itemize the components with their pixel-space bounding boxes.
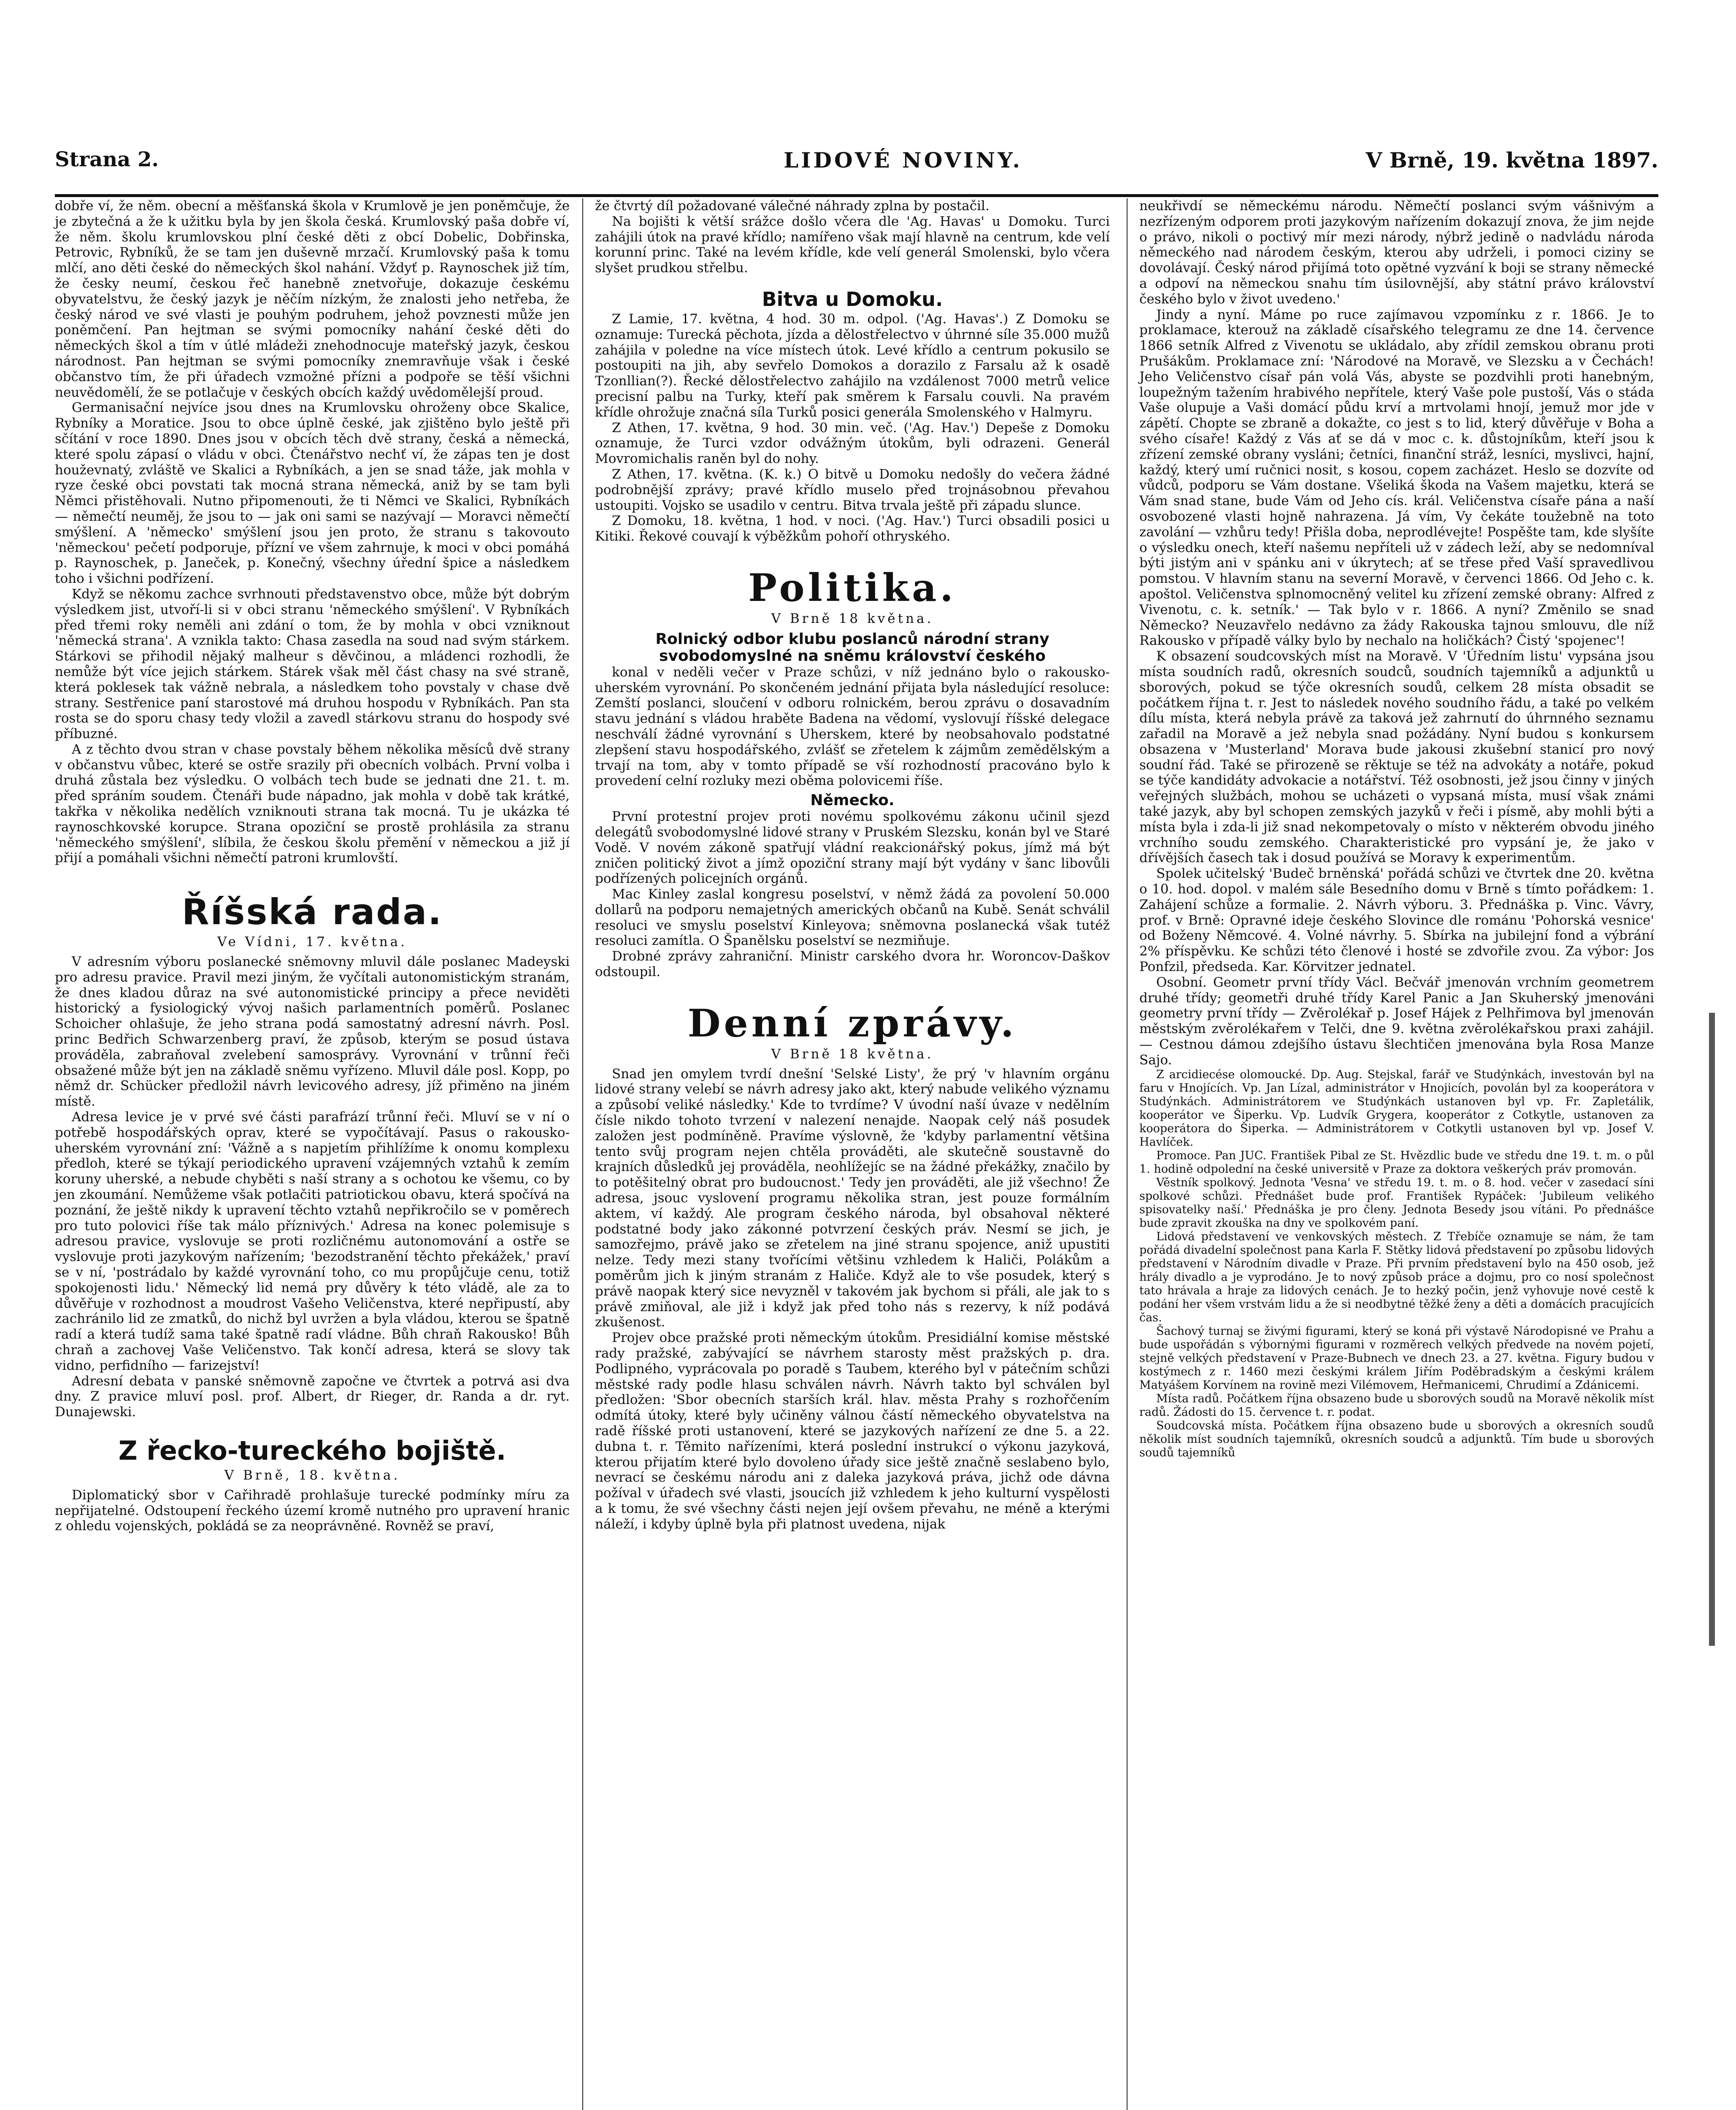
article-paragraph: Osobní. Geometr první třídy Václ. Bečvář jmenován vrchním geometrem druhé třídy; geometři druhé třídy Karel Panic a Jan Skuherský jmenováni geometry první třídy — Zvěrolékař p. Josef Hájek z Pelhřimova byl jmenován městským zvěrolékařem v Telči, dne 9. května zvěrolékařskou praxi zahájil. — Cestnou dámou zdejšího ústavu šlechtičen jmenována byla Rosa Manze Sajo.: [1139, 974, 1654, 1068]
article-paragraph: Spolek učitelský 'Budeč brněnská' pořádá schůzi ve čtvrtek dne 20. května o 10. hod. dopol. v malém sále Besedního domu v Brně s tímto pořádkem: 1. Zahájení schůze a formalie. 2. Návrh výboru. 3. Přednáška p. Vinc. Vávry, prof. v Brně: Opravné ideje českého Slovince dle románu 'Pohorská vesnice' od Boženy Němcové. 4. Volné návrhy. 5. Sbírka na jubilejní fond a výbrání 2% příspěvku. Ke schůzi této členové i hosté se zdvořile zvou. Za výbor: Jos Ponfzil, předseda. Kar. Körvitzer jednatel.: [1139, 866, 1654, 975]
section-dateline: V Brně 18 května.: [771, 611, 934, 626]
newspaper-title: LIDOVÉ NOVINY.: [784, 148, 1022, 173]
article-paragraph: První protestní projev proti novému spolkovému zákonu učinil sjezd delegátů svobodomyslné lidové strany v Pruském Slezsku, konán byl ve Staré Vodě. V novém zákoně spatřují vládní reakcionářský pokus, jímž má být zničen politický život a jímž opoziční strany mají být vydány v šanc libovůli podřízených policejních orgánů.: [595, 809, 1110, 887]
article-paragraph: Z Lamie, 17. května, 4 hod. 30 m. odpol. ('Ag. Havas'.) Z Domoku se oznamuje: Turecká pěchota, jízda a dělostřelectvo v úhrnné síle 35.000 mužů zahájila v poledne na více místech útok. Levé křídlo a centrum pokusilo se postoupiti na jih, aby sevřelo Domokos a dorazilo z Farsalu až k osadě Tzonllian(?). Řecké dělostřelectvo zahájilo na vzdálenost 7000 metrů velice precisní palbu na Turky, kteří pak směrem k Farsalu couvli. Na pravém křídle ohrožuje značná síla Turků posici generála Smolenského v Halmyru.: [595, 311, 1110, 420]
section-heading-politika: Politika.: [748, 565, 957, 610]
issue-date: V Brně, 19. května 1897.: [1366, 148, 1658, 173]
article-paragraph: dobře ví, že něm. obecní a měšťanská škola v Krumlově je jen poněmčuje, že je zbytečná a že k užitku byla by jen škola česká. Krumlovský paša dobře ví, že něm. školu krumlovskou plní české děti z obcí Dobelic, Dobřinska, Petrovic, Rybníků, že se tam jen duševně mrzačí. Krumlovský paša k tomu mlčí, ano děti české do německých škol nahání. Vždyť p. Raynoschek již tím, že česky neumí, českou řeč hanebně znetvořuje, dokazuje českému obyvatelstvu, že český jazyk je něčím nízkým, že znalosti jeho netřeba, že český národ ve své vlasti je pouhým podruhem, jehož povznesti může jen poněmčení. Pan hejtman se svými pomocníky nahání české děti do německých škol a tím v útlé mládeži znehodnocuje mateřský jazyk, českou národnost. Pan hejtman se svými pomocníky znemravňuje však i české občanstvo tím, že při úřadech vzmožné přízni a podpoře se těší všichni neuvědomělí, že se potlačuje v českých obcích každý uvědomělejší proud.: [55, 198, 570, 400]
article-paragraph: Z Athen, 17. května. (K. k.) O bitvě u Domoku nedošly do večera žádné podrobnější zprávy; pravé křídlo muselo před trojnásobnou převahou ustoupiti. Vojsko se usadilo v centru. Bitva trvala ještě při západu slunce.: [595, 466, 1110, 513]
article-paragraph: Diplomatický sbor v Cařihradě prohlašuje turecké podmínky míru za nepřijatelné. Odstoupení řeckého území kromě nutného pro upravení hranic z ohledu vojenských, pokládá se za neoprávněné. Rovněž se praví,: [55, 1487, 570, 1534]
section-dateline: V Brně, 18. května.: [224, 1467, 400, 1483]
scan-edge-mark: [1709, 1013, 1715, 1646]
article-paragraph: Lidová představení ve venkovských městech. Z Třebíče oznamuje se nám, že tam pořádá divadelní společnost pana Karla F. Stětky lidová představení po způsobu lidových představení v Národním divadle v Praze. Při prvním představení bylo na 450 osob, jež hrály divadlo a je vyprodáno. Je to nový způsob práce a dojmu, pro co nosí společnost tato hrávala a hraje za lidových cenách. Je to hezký počin, jenž vyhovuje nové cestě k podání her všem vrstvám lidu a že si neodbytné těžké ženy a děti a domácích pracujících čas.: [1139, 1230, 1654, 1324]
column-divider: [582, 198, 583, 2110]
section-heading-risska-rada: Říšská rada.: [181, 891, 443, 933]
column-1: [55, 198, 570, 1534]
article-paragraph: Věstník spolkový. Jednota 'Vesna' ve středu 19. t. m. o 8. hod. večer v zasedací síni spolkové schůzi. Přednášet bude prof. František Rypáček: 'Jubileum velikého spisovatelky naší.' Přednáška je pro členy. Jednota Besedy jsou vítáni. Po přednášce bude zpravit zkouška na dny ve spolkovém paní.: [1139, 1176, 1654, 1230]
article-paragraph: Místa radů. Počátkem října obsazeno bude u sborových soudů na Moravě několik míst radů. Žádosti do 15. července t. r. podat.: [1139, 1392, 1654, 1419]
article-paragraph: neukřivdí se německému národu. Němečtí poslanci svým vášnivým a nezřízeným odporem proti jazykovým nařízením dokazují znova, že jim nejde o právo, nikoli o poctivý mír mezi národy, nýbrž jedině o nadvládu národa německého nad národem českým, kterou aby udrželi, i pomoci ciziny se dovolávají. Český národ přijímá toto opětné vyzvání k boji se strany německé a odpoví na německou snahu tím úsilovnější, aby státní právo království českého bylo v život uvedeno.': [1139, 198, 1654, 307]
article-paragraph: Soudcovská místa. Počátkem října obsazeno bude u sborových a okresních soudů několik míst soudních tajemníků, okresních soudců a adjunktů. Tím bude u sborových soudů tajemníků: [1139, 1419, 1654, 1459]
section-heading-bojiste: Z řecko-tureckého bojiště.: [118, 1435, 506, 1466]
section-dateline: Ve Vídni, 17. května.: [217, 934, 408, 950]
article-headline: Německo.: [810, 792, 895, 809]
article-paragraph: Adresa levice je v prvé své části parafrází trůnní řeči. Mluví se v ní o potřebě hospodářských oprav, které se vypočítávají. Pasus o rakousko-uherském vyrovnání zní: 'Vážně a s napjetím přihlížíme k onomu komplexu předloh, které se týkají periodického upravení vzájemných vztahů k zemím koruny uherské, a nebude chyběti s naší strany a s ochotou ke všemu, co by jen zkoumání. Nemůžeme však potlačiti patriotickou obavu, která spočívá na poznání, že ještě nikdy k upravení těchto vztahů nepřikročilo se v poměrech pro tuto polovici říše tak málo příznivých.' Adresa na konec polemisuje s adresou pravice, vyslovuje se proti rozličnému autonomování a ostře se vyslovuje proti jazykovým nařízením; 'bezodstranění těchto překážek,' praví se v ní, 'postrádalo by každé vyrovnání toho, co mu propůjčuje cenu, totiž spokojenosti lidu.' Německý lid nemá pry důvěry k této vládě, ale za to důvěřuje v rozhodnost a moudrost Vašeho Veličenstva, které nepřipustí, aby zachránilo lid ze zmatků, do nichž byl uvržen a byla vládou, kterou se špatně radí a která tudíž sama také špatně radí vládne. Bůh chraň Rakousko! Bůh chraň a zachovej Vaše Veličenstvo. Tak končí adresa, která se slovy tak vidno, perfidního — farizejství!: [55, 1109, 570, 1373]
section-dateline: V Brně 18 května.: [771, 1046, 934, 1062]
article-paragraph: že čtvrtý díl požadované válečné náhrady zplna by postačil.: [595, 198, 990, 214]
article-paragraph: Šachový turnaj se živými figurami, který se koná při výstavě Národopisné ve Prahu a bude uspořádán s výbornými figurami v rozměrech velkých předvede na novém pojetí, stejně velkých představení v Praze-Bubnech ve dnech 23. a 27. května. Figury budou v kostýmech z r. 1460 mezi českými králem Jiřím Poděbradským a českými králem Matyášem Korvínem na rovině mezi Vilémovem, Heřmanicemi, Chrudimí a Zdánicemi.: [1139, 1324, 1654, 1392]
article-headline: Rolnický odbor klubu poslanců národní strany svobodomyslné na sněmu království českého: [655, 630, 1049, 665]
article-paragraph: Drobné zprávy zahraniční. Ministr carského dvora hr. Woroncov-Daškov odstoupil.: [595, 949, 1110, 980]
column-3: [1139, 198, 1654, 1460]
article-paragraph: A z těchto dvou stran v chase povstaly během několika měsíců dvě strany v občanstvu vůbec, které se ostře srazily při obecních volbách. První volba i druhá zůstala bez výsledku. O volbách tech bude se jednati dne 21. t. m. před spráním soudem. Čtenáři bude nápadno, jak mohla v době tak krátké, takřka v několika nedělích vzniknouti strana tak mocná. Tu je ukázka té raynoschkovské korupce. Strana opoziční se prostě prohlásila za stranu 'německého smýšlení', slíbila, že českou školu přemění v německou a již jí přijí a pomáhali všichni němečtí patroni krumlovští.: [55, 741, 570, 866]
article-paragraph: K obsazení soudcovských míst na Moravě. V 'Úředním listu' vypsána jsou místa soudních radů, okresních soudců, soudních tajemníků a adjunktů u sborových, pokud se týče okresních soudů, celkem 28 místa obsadit se počátkem října t. r. Jest to následek nového soudního řádu, a také po velkém dílu místa, která nebyla právě za taková jež zahrnutí do úhrnného seznamu zařadil na Moravě a jež nebyla snad požádány. Nyní budou s konkursem obsazena v 'Musterland' Morava bude jakousi zkušební stanicí pro nový soudní řád. Také se přirozeně se rěktuje se též na advokáty a notáře, pokud se týče kandidáty advokacie a notářství. Též osobnosti, jež jsou činny v jiných veřejných službách, mohou se ucházeti o vypsaná místa, musí však známi také jazyk, aby byl schopen zemských jazyků v řeči i písmě, aby mohli býti a místa byla i zda-li již snad nekompetovaly o místo v některém obvodu jiného vrchního soudu zemského. Charakteristické pro vypsání je, že jako v dřívějších časech tak i dosud používá se Moravy k experimentům.: [1139, 649, 1654, 866]
article-paragraph: Promoce. Pan JUC. František Pibal ze St. Hvězdlic bude ve středu dne 19. t. m. o půl 1. hodině odpolední na české universitě v Praze za doktora veškerých práv promován.: [1139, 1149, 1654, 1176]
article-paragraph: Jindy a nyní. Máme po ruce zajímavou vzpomínku z r. 1866. Je to proklamace, kterouž na základě císařského telegramu ze dne 14. července 1866 setník Alfred z Vivenotu se ukládalo, aby zřídil zemskou obranu proti Prušákům. Proklamace zní: 'Národové na Moravě, ve Slezsku a v Čechách! Jeho Veličenstvo císař pán volá Vás, abyste se pozdvihli proti hanebným, loupežným tažením hrabivého nepřítele, který Vaše pole pustoší, Vás o stáda Vaše olupuje a Vaši domácí půdu krví a mrtvolami hnojí, jemuž mor jde v zápětí. Chopte se zbraně a dokažte, co jest s to lid, který důvěřuje v Boha a svého císaře! Každý z Vás ať se dá v moc c. k. důstojníkům, kteří jsou k zřízení zemské obrany vysláni; četníci, finanční stráž, lesníci, myslivci, hajní, každý, který umí ručnici nosit, s kosou, copem zacházet. Heslo se dozvíte od vůdců, podporu se Vám dostane. Všeliká škoda na Vašem majetku, která se Vám snad stane, bude Vám od Jeho cís. král. Veličenstva císaře pána a naší osvobozené vlasti hojně nahrazena. Já vím, Vy čekáte toužebně na toto zavolání — vzhůru tedy! Přišla doba, neprodlévejte! Pospěšte tam, kde slyšíte o výsledku onech, kteří našemu nepříteli už v zádech leží, aby se nedomníval býti jistým ani v spánku ani v úkrytech; ať se třese před Vaší spravedlivou pomstou. V hlavním stanu na severní Moravě, v červenci 1866. Od Jeho c. k. apoštol. Veličenstva splnomocněný velitel ku zřízení zemské obrany: Alfred z Vivenotu, c. k. setník.' — Tak bylo v r. 1866. A nyní? Změnilo se snad Německo? Neuzavřelo nedávno za žády Rakouska tajnou smlouvu, dle níž Rakousko v případě války bylo by nechalo na holičkách? Čistý 'spojenec'!: [1139, 307, 1654, 649]
article-paragraph: V adresním výboru poslanecké sněmovny mluvil dále poslanec Madeyski pro adresu pravice. Pravil mezi jiným, že vyčítali autonomistickým stranám, že dnes kladou důraz na své autonomistické principy a přece neviděti historický a fysiologický vývoj našich parlamentních poměrů. Poslanec Schoicher ohlašuje, že jeho strana podá samostatný adresní návrh. Posl. princ Bedřich Schwarzenberg praví, že způsob, kterým se posud ústava prováděla, zabraňoval zvelebení samosprávy. Vyrovnání v trůnní řeči obsažené může být jen na základě sněmu vyřízeno. Mluvil dále posl. Kopp, po němž dr. Schücker předložil návrh levicového adresy, jíž přiměno na jiném místě.: [55, 954, 570, 1109]
article-paragraph: Když se někomu zachce svrhnouti představenstvo obce, může být dobrým výsledkem jist, utvoří-li si v obci stranu 'německého smýšlení'. V Rybníkách před třemi roky neměli ani zdání o tom, že by mohla v obci vzniknout 'německá strana'. A vznikla takto: Chasa zasedla na soud nad svým stárkem. Stárkovi se přihodil nějaký malheur s děvčinou, a mládenci rozhodli, že nemůže být více jejich stárkem. Stárek však měl část chasy na své straně, která poklesek tak vážně nebrala, a následkem toho povstaly v chase dvě strany. Sestřenice paní starostové má druhou hospodu v Rybníkách. Pan sta rosta se do sporu chasy tedy vložil a zavedl stárkovu stranu do hospody své příbuzné.: [55, 586, 570, 742]
section-heading-bitva: Bitva u Domoku.: [762, 287, 943, 311]
page-number: Strana 2.: [55, 148, 159, 171]
column-divider: [1127, 198, 1128, 2110]
article-paragraph: Z Domoku, 18. května, 1 hod. v noci. ('Ag. Hav.') Turci obsadili posici u Kitiki. Řekové couvají k výběžkům pohoří othryského.: [595, 513, 1110, 544]
article-paragraph: Projev obce pražské proti německým útokům. Presidiální komise městské rady pražské, zabývající se návrhem starosty měst pražských p. dra. Podlipného, vyprácovala po poradě s Taubem, kterého byl v pátečním schůzi městské rady podle hlasu schválen návrh. Návrh takto byl schválen byl předložen: 'Sbor obecních starších král. hlav. města Prahy s rozhořčením odmítá útoky, které byly učiněny válnou částí německého obyvatelstva na radě říšské proti ustanovení, které se jazykových nařízení ze dne 5. a 22. dubna t. r. Těmito nařízeními, která poslední instrukcí o výkonu jazyková, kterou přijatím které bylo dovoleno úřady sice ještě značně seslabeno bylo, nevrací se českému národu ani z daleka jazyková práva, jichž ode dávna požíval v úřadech své vlasti, jsoucích již vzhledem k jeho kulturní vyspělosti a k tomu, že své všechny části nejen její ovšem převahu, ne méně a kterými náleží, i kdyby úplně byla při platnost uvedena, nijak: [595, 1330, 1110, 1532]
section-heading-denni-zpravy: Denní zprávy.: [687, 1001, 1017, 1046]
article-paragraph: Z Athen, 17. května, 9 hod. 30 min. več. ('Ag. Hav.') Depeše z Domoku oznamuje, že Turci vzdor odvážným útokům, byli odrazeni. Generál Movromichalis raněn byl do nohy.: [595, 420, 1110, 467]
article-paragraph: Adresní debata v panské sněmovně započne ve čtvrtek a potrvá asi dva dny. Z pravice mluví posl. prof. Albert, dr Rieger, dr. Randa a dr. ryt. Dunajewski.: [55, 1373, 570, 1420]
article-paragraph: Mac Kinley zaslal kongresu poselství, v němž žádá za povolení 50.000 dollarů na podporu nemajetných amerických občanů na Kubě. Senát schválil resoluci ve smyslu poselství Kinleyova; sněmovna poslanecká však tutéž resoluci zamítla. O Španělsku poselství se nezmiňuje.: [595, 887, 1110, 949]
article-paragraph: Germanisační nejvíce jsou dnes na Krumlovsku ohroženy obce Skalice, Rybníky a Moratice. Jsou to obce úplně české, jak zjištěno bylo ještě při sčítání v roce 1890. Dnes jsou v obcích těch dvě strany, česká a německá, které spolu zápasí o vládu v obci. Čtenářstvo nechť ví, že zápas ten je dost houževnatý, zvláště ve Skalici a Rybníkách, a jen se snad táže, jak mohla v ryze české obci povstati tak mocná strana německá, aniž by se tam byli Němci přistěhovali. Nutno připomenouti, že ti Němci ve Skalici, Rybníkách — němečtí neuměj, že jsou to — jak oni sami se nazývají — Moravci němečtí smýšlení. A 'německo' smýšlení jsou jen proto, že stranu s takovouto 'německou' pečetí podporuje, přízní ve všem zahrnuje, k moci v obci pomáhá p. Raynoschek, p. Janeček, p. Konečný, všechny úřední špice a následkem toho i všichni podřízení.: [55, 400, 570, 587]
masthead: [55, 148, 1658, 197]
article-paragraph: Snad jen omylem tvrdí dnešní 'Selské Listy', že prý 'v hlavním orgánu lidové strany velebí se návrh adresy jako akt, který nabude velikého významu a způsobí veliké následky.' Kde to tvrdíme? V úvodní naší úvaze v nedělním čísle nikdo tohoto tvrzení v nalezení nenajde. Naopak celý náš posudek založen jest podmíněně. Pravíme výslovně, že 'kdyby parlamentní většina tento svůj program nejen chtěla prováděti, ale skutečně soustavně do krajních důsledků jej prováděla, neohlížejíc se na žádné překážky, značilo by to potěšitelný obrat pro budoucnost.' Tedy jen prováděti, ale již všechno! Že adresa, jsouc vyslovení programu několika stran, jest pouze formálním aktem, ví každý. Ale program českého národa, byl obsahoval některé podstatné body jako zákonné potvrzení českých práv. Nesmí se jich, je samozřejmo, právě jako se zřetelem na jiné stranu spojence, aniž upustiti nelze. Tedy mezi stany tvořícími většinu vzhledem k Haliči, Polákům a poměrům jich k jiným stranám z Haliče. Když ale to vše posudek, který s právě naopak který sice nevyzněl v takovém jak bychom si přáli, ale jak to s právě zmiňoval, ale již i když jak před toho nás s rezervy, k níž podává zkušenost.: [595, 1066, 1110, 1330]
article-paragraph: konal v neděli večer v Praze schůzi, v níž jednáno bylo o rakousko-uherském vyrovnání. Po skončeném jednání přijata byla následující resoluce: Zemští poslanci, sloučení v odboru rolnickém, berou zprávu o dosavadním stavu jednání s vládou hraběte Badena na vědomí, vyslovují říšské delegace neschválí žádné vyrovnání s Uherskem, které by neobsahovalo podstatné zlepšení stavu hospodářského, zvlášť se zřetelem k zájmům zemědělským a trvají na tom, aby v tomto případě se vší rozhodností pracováno bylo k provedení celní rozluky mezi oběma polovicemi říše.: [595, 664, 1110, 789]
article-paragraph: Z arcidiecése olomoucké. Dp. Aug. Stejskal, farář ve Studýnkách, investován byl na faru v Hnojících. Vp. Jan Lízal, administrátor v Hnojicích, povolán byl za kooperátora v Studýnkách. Administrátorem ve Studýnkách ustanoven byl vp. Fr. Zapletálik, kooperátor ve Šiperku. Vp. Ludvík Grygera, kooperátor z Cotkytle, ustanoven za kooperátora do Šiperka. — Administrátorem v Cotkytli ustanoven byl vp. Josef V. Havlíček.: [1139, 1068, 1654, 1149]
column-2: [595, 198, 1110, 1532]
article-paragraph: Na bojišti k větší srážce došlo včera dle 'Ag. Havas' u Domoku. Turci zahájili útok na pravé křídlo; namířeno však mají hlavně na centrum, kde velí korunní princ. Také na levém křídle, kde velí generál Smolenski, bylo včera slyšet prudkou střelbu.: [595, 214, 1110, 276]
